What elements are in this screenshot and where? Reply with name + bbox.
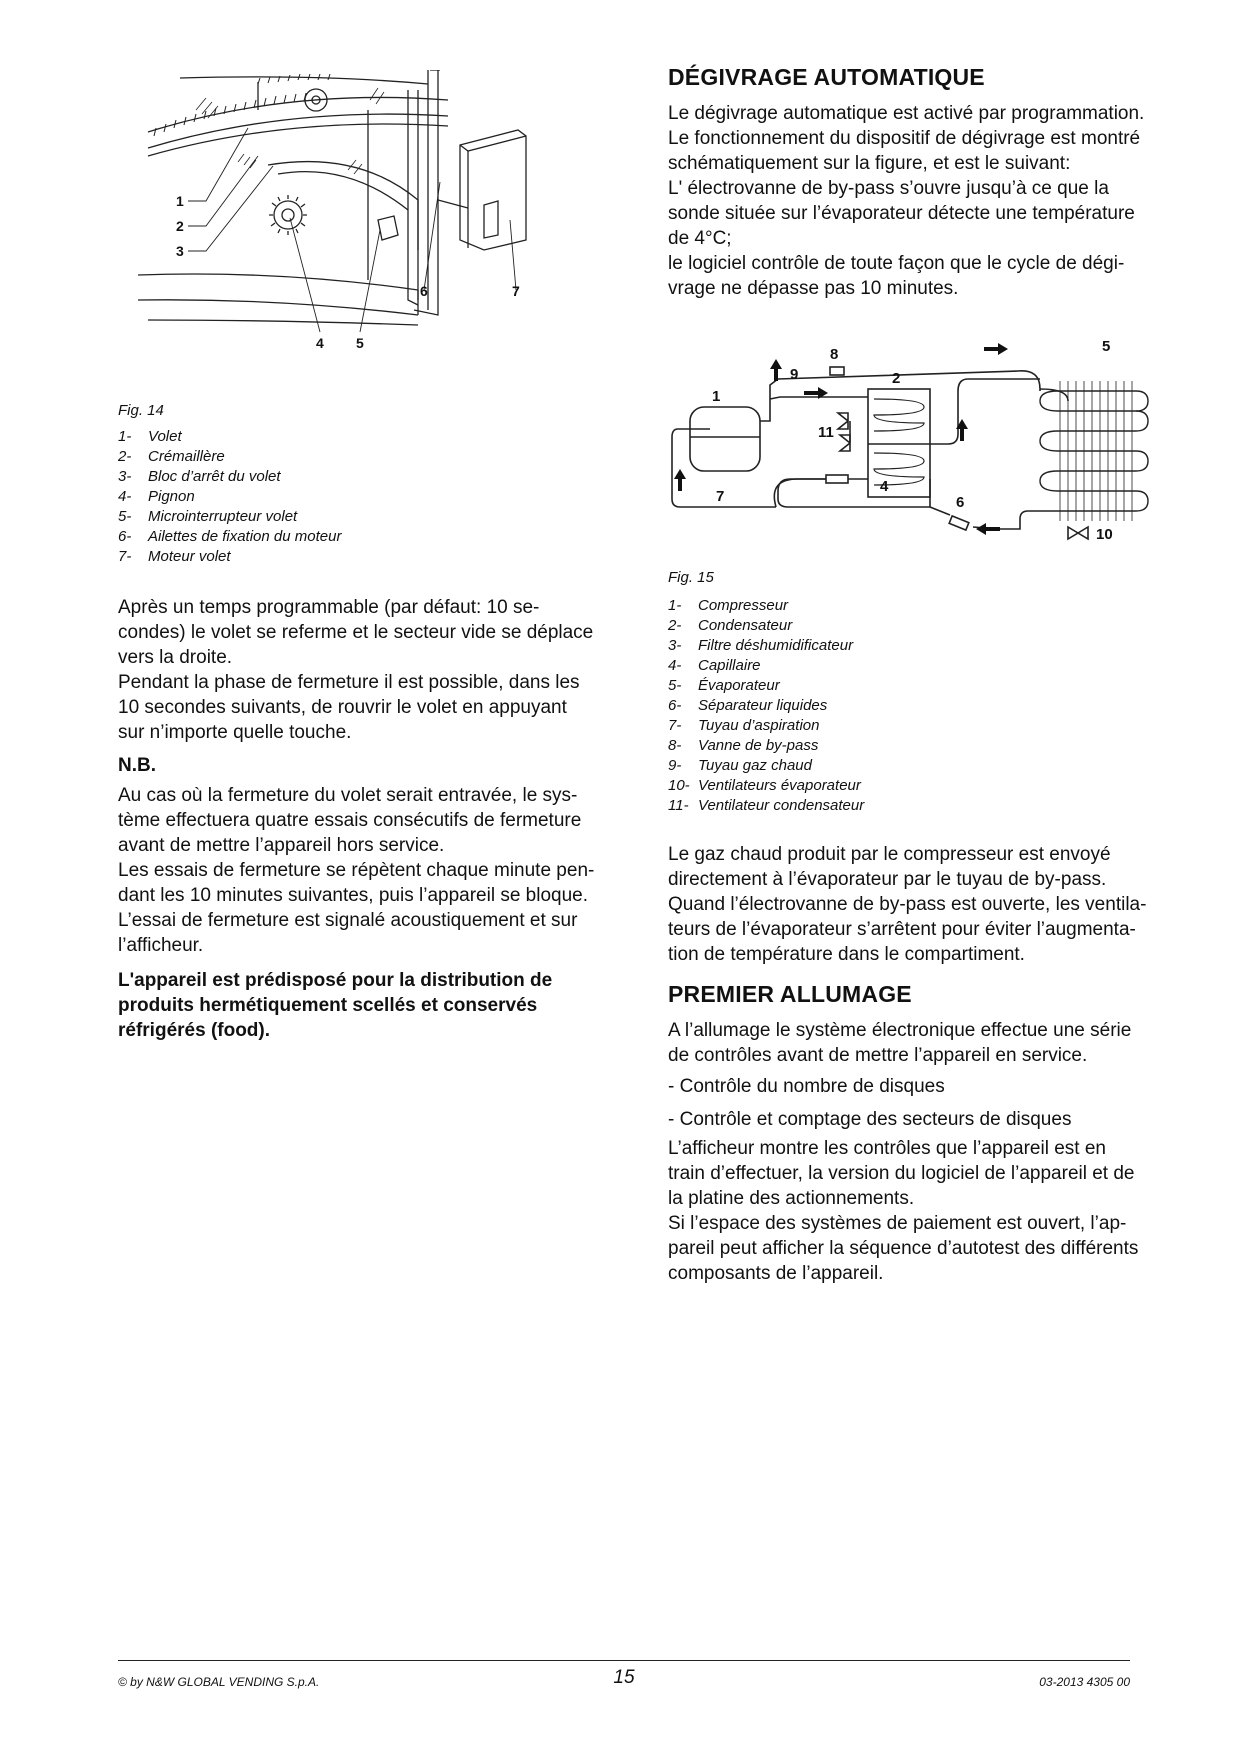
fig14-callout-7: 7 (512, 283, 520, 299)
fig14-shutter-drawing (118, 70, 638, 390)
fig15-callout-2: 2 (892, 370, 901, 387)
display-checks-paragraph: L’afficheur montre les contrôles que l’appareil est en train d’effectuer, la version du logiciel de l’appareil et de la platine des actionnements. Si l’espace des systèmes de paiement est ouvert, l’ap- pareil peut afficher la séquence d’autotest des différents composants de l’appareil. (668, 1138, 1139, 1284)
fig15-caption: Fig. 15 (668, 569, 714, 586)
legend-item: 6- Ailettes de fixation du moteur (118, 528, 342, 545)
fig15-refrigeration-diagram (668, 329, 1188, 569)
fig14-legend (118, 427, 638, 567)
fig15-callout-6: 6 (956, 494, 965, 511)
fig15-legend (668, 596, 1188, 816)
legend-item: 3- Filtre déshumidificateur (668, 637, 854, 654)
legend-item: 9- Tuyau gaz chaud (668, 757, 812, 774)
legend-item: 4- Pignon (118, 488, 195, 505)
footer-copyright: © by N&W GLOBAL VENDING S.p.A. (118, 1675, 320, 1689)
page-number: 15 (613, 1667, 635, 1688)
fig14-callout-5: 5 (356, 335, 364, 351)
legend-item: 2- Condensateur (668, 617, 793, 634)
legend-item: 1- Volet (118, 428, 182, 445)
fig14-callout-6: 6 (420, 283, 428, 299)
legend-item: 10- Ventilateurs évaporateur (668, 777, 861, 794)
fig15-callout-5: 5 (1102, 338, 1111, 355)
hot-gas-paragraph: Le gaz chaud produit par le compresseur est envoyé directement à l’évaporateur par le tuyau de by-pass. Quand l’électrovanne de by-pass est ouverte, les ventila- teurs de l’évaporateur s’arrêtent pour éviter l’augmenta- tion de température dans le compartiment. (668, 844, 1147, 965)
fig15-callout-9: 9 (790, 366, 799, 383)
legend-item: 2- Crémaillère (118, 448, 225, 465)
check-item-sectors: - Contrôle et comptage des secteurs de disques (668, 1109, 1072, 1130)
food-distribution-note: L'appareil est prédisposé pour la distribution de produits hermétiquement scellés et conservés réfrigérés (food). (118, 970, 553, 1041)
fig15-callout-7: 7 (716, 488, 725, 505)
fig14-callout-4: 4 (316, 335, 324, 351)
fig15-callout-4: 4 (880, 478, 889, 495)
nb-heading: N.B. (118, 755, 156, 776)
fig15-callout-10: 10 (1096, 526, 1113, 543)
legend-item: 1- Compresseur (668, 597, 789, 614)
fig15-callout-8: 8 (830, 346, 839, 363)
right-column (668, 64, 1188, 1286)
legend-item: 3- Bloc d’arrêt du volet (118, 468, 281, 485)
fig14-caption: Fig. 14 (118, 402, 164, 419)
footer-doc-ref: 03-2013 4305 00 (1039, 1675, 1130, 1689)
legend-item: 7- Tuyau d’aspiration (668, 717, 820, 734)
fig14-callout-2: 2 (176, 218, 184, 234)
degivrage-title: DÉGIVRAGE AUTOMATIQUE (668, 64, 985, 90)
page-footer (118, 1660, 1130, 1689)
legend-item: 5- Microinterrupteur volet (118, 508, 298, 525)
degivrage-paragraph: Le dégivrage automatique est activé par programmation. Le fonctionnement du dispositif de dégivrage est montré schématiquement sur la figure, et est le suivant: L' électrovanne de by-pass s’ouvre jusqu’à ce que la sonde située sur l’évaporateur détecte une température de 4°C; le logiciel contrôle de toute façon que le cycle de dégi- vrage ne dépasse pas 10 minutes. (668, 103, 1145, 299)
legend-item: 11- Ventilateur condensateur (668, 797, 865, 814)
legend-item: 8- Vanne de by-pass (668, 737, 819, 754)
fig14-callout-1: 1 (176, 193, 184, 209)
shutter-timing-paragraph: Après un temps programmable (par défaut: 10 se- condes) le volet se referme et le secteur vide se déplace vers la droite. Pendant la phase de fermeture il est possible, dans les 10 secondes suivants, de rouvrir le volet en appuyant sur n’importe quelle touche. (118, 597, 594, 743)
fig15-callout-1: 1 (712, 388, 721, 405)
legend-item: 7- Moteur volet (118, 548, 231, 565)
nb-paragraph: Au cas où la fermeture du volet serait entravée, le sys- tème effectuera quatre essais consécutifs de fermeture avant de mettre l’appareil hors service. Les essais de fermeture se répètent chaque minute pen- dant les 10 minutes suivantes, puis l’appareil se bloque. L’essai de fermeture est signalé acoustiquement et sur l’afficheur. (118, 785, 595, 956)
left-column (118, 70, 638, 1043)
check-item-disks: - Contrôle du nombre de disques (668, 1076, 945, 1097)
fig14-callout-3: 3 (176, 243, 184, 259)
legend-item: 6- Séparateur liquides (668, 697, 828, 714)
premier-allumage-title: PREMIER ALLUMAGE (668, 981, 912, 1007)
premier-allumage-paragraph: A l’allumage le système électronique effectue une série de contrôles avant de mettre l’appareil en service. (668, 1020, 1132, 1066)
fig15-callout-11: 11 (818, 424, 834, 441)
legend-item: 5- Évaporateur (668, 677, 780, 694)
legend-item: 4- Capillaire (668, 657, 761, 674)
